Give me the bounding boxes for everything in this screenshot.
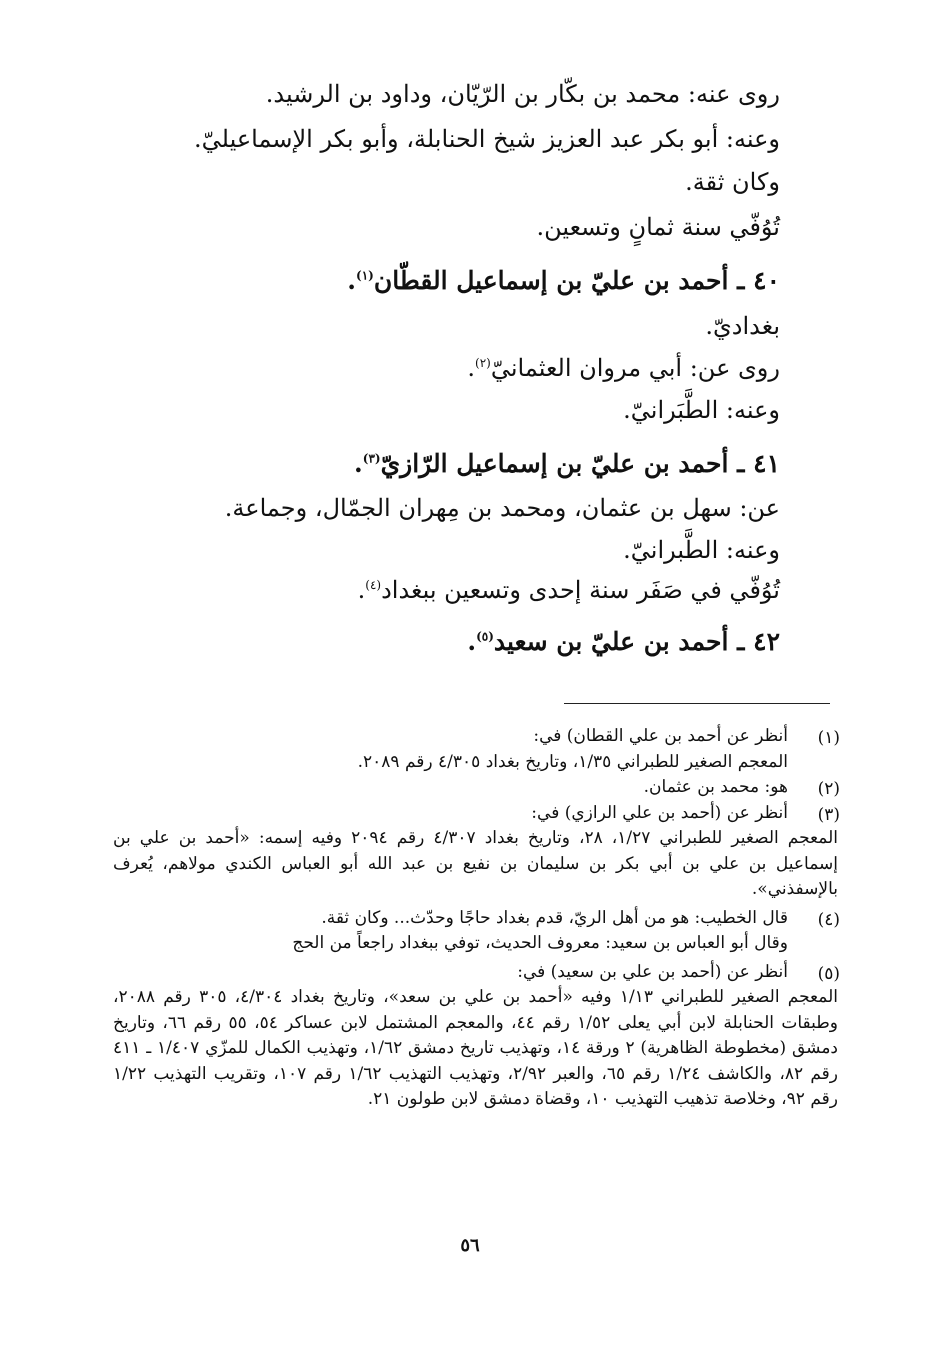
- period: .: [347, 266, 357, 295]
- footnote-number: (٤): [817, 909, 840, 930]
- footnote-ref: (٢): [475, 356, 491, 370]
- footnote-body: المعجم الصغير للطبراني ١/٢٧، ٢٨، وتاريخ بغداد ٤/٣٠٧ رقم ٢٠٩٤ وفيه إسمه: «أحمد بن علي بن إسماعيل بن علي بن أبي بكر بن سليمان بن نفيع بن عبد الله أبو العباس الكندي مولاهم، يُعرف بالإسفذني».: [113, 828, 838, 899]
- period: .: [467, 354, 475, 382]
- footnote-line: وقال أبو العباس بن سعيد: معروف الحديث، توفي ببغداد راجعاً من الحج: [292, 933, 788, 953]
- footnote-2: [113, 775, 838, 801]
- period: .: [354, 449, 363, 478]
- entry-title: ٤١ ـ أحمد بن عليّ بن إسماعيل الرّازيّ: [380, 449, 780, 478]
- text-line: بغداديّ.: [705, 312, 780, 340]
- entry-title: ٤٢ ـ أحمد بن عليّ بن سعيد: [493, 627, 780, 656]
- period: .: [357, 576, 366, 604]
- page-number: ٥٦: [460, 1235, 480, 1256]
- text-line: وعنه: الطَّبرانيّ.: [623, 536, 780, 564]
- text-line: وكان ثقة.: [685, 168, 780, 196]
- text-line: تُوُفّي سنة ثمانٍ وتسعين.: [536, 213, 780, 241]
- entry-title: ٤٠ ـ أحمد بن عليّ بن إسماعيل القطّان: [373, 266, 780, 295]
- footnote-line: أنظر عن (أحمد بن علي بن سعيد) في:: [517, 961, 788, 982]
- text-line: وعنه: أبو بكر عبد العزيز شيخ الحنابلة، وأبو بكر الإسماعيليّ.: [194, 125, 780, 153]
- footnote-number: (٣): [817, 804, 840, 825]
- entry-heading-41: [140, 449, 780, 478]
- footnote-number: (١): [817, 728, 840, 748]
- footnote-1: [113, 724, 838, 775]
- footnote-ref: (٣): [362, 451, 381, 466]
- text-line: [140, 356, 780, 380]
- footnote-line: أنظر عن أحمد بن علي القطان) في:: [533, 726, 788, 746]
- footnote-divider: [564, 703, 830, 704]
- footnote-line: هو: محمد بن عثمان.: [643, 777, 788, 797]
- footnote-3: [113, 801, 838, 903]
- footnote-line: المعجم الصغير للطبراني ١/٣٥، وتاريخ بغداد ٤/٣٠٥ رقم ٢٠٨٩.: [357, 751, 788, 772]
- line-text: تُوُفّي في صَفَر سنة إحدى وتسعين ببغداد: [381, 576, 780, 604]
- footnote-number: (٥): [817, 963, 840, 984]
- footnote-line: قال الخطيب: هو من أهل الريّ، قدم بغداد حاجًا وحدّث... وكان ثقة.: [321, 907, 788, 928]
- footnote-number: (٢): [817, 779, 840, 799]
- footnote-line: أنظر عن (أحمد بن علي الرازي) في:: [531, 802, 788, 823]
- period: .: [467, 627, 477, 656]
- main-text: [140, 82, 780, 654]
- text-line: عن: سهل بن عثمان، ومحمد بن مِهران الجمّال، وجماعة.: [224, 494, 780, 522]
- footnotes: [113, 724, 838, 1113]
- footnote-4: [113, 906, 838, 957]
- entry-heading-40: [140, 266, 780, 295]
- footnote-body: المعجم الصغير للطبراني ١/١٣ وفيه «أحمد بن علي بن سعد»، وتاريخ بغداد ٤/٣٠٤، ٣٠٥ رقم ٢٠٨٨، وطبقات الحنابلة لابن أبي يعلى ١/٥٢ رقم ٤٤، والمعجم المشتمل لابن عساكر ٥٤، ٥٥ رقم ٦٦، وتاريخ دمشق (مخطوطة الظاهرية) ٢ ورقة ١٤، وتهذيب تاريخ دمشق ١/٦٢، وتهذيب الكمال للمزّي ١/٤٠٧ ـ ٤١١ رقم ٨٢، والكاشف ١/٢٤ رقم ٦٥، والعبر ٢/٩٢، وتهذيب التهذيب ١/٦٢ رقم ١٠٧، وتقريب التهذيب ١/٢٢ رقم ٩٢، وخلاصة تذهيب التهذيب ١٠، وقضاة دمشق لابن طولون ٢١.: [113, 987, 839, 1109]
- text-line: وعنه: الطَّبَرانيّ.: [623, 396, 780, 424]
- footnote-5: [113, 960, 838, 1113]
- footnote-ref: (٤): [365, 578, 382, 592]
- footnote-ref: (٥): [476, 629, 494, 644]
- text-line: روى عنه: محمد بن بكّار بن الرّيّان، وداود بن الرشيد.: [265, 80, 780, 108]
- line-text: روى عن: أبي مروان العثمانيّ: [490, 354, 780, 382]
- entry-heading-42: [140, 627, 780, 656]
- footnote-ref: (١): [356, 268, 374, 283]
- text-line: [140, 578, 780, 602]
